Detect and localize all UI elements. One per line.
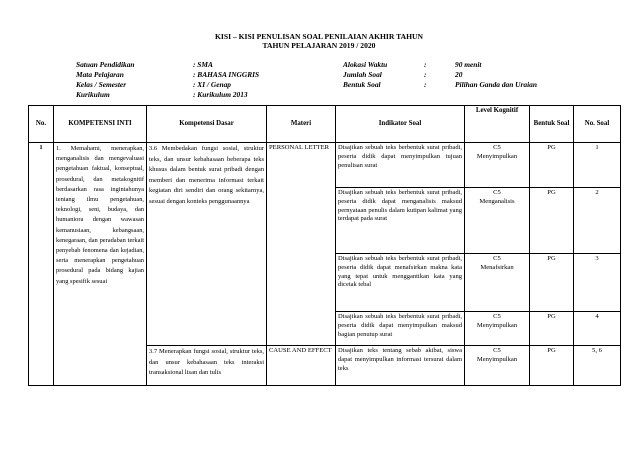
level-code: C5 [493,313,501,320]
col-header-level: Level Kognitif [465,106,530,143]
level-code: C5 [493,255,501,262]
bentuk-cell: PG [530,346,574,386]
indikator-cell: Disajikan teks tentang sebab akibat, siswa dapat menyimpulkan informasi tersurat dalam teks [336,346,465,386]
nomor-cell: 3 [574,254,621,312]
nomor-cell: 5, 6 [574,346,621,386]
col-header-bentuk: Bentuk Soal [530,106,574,143]
indikator-cell: Disajikan sebuah teks berbentuk surat pribadi, peserta didik dapat menganalisis maksud pernyataan penulis dalam kutipan kalimat yang terdapat pada surat [336,188,465,254]
indikator-cell: Disajikan sebuah teks berbentuk surat pribadi, peserta didik dapat menafsirkan makna kata yang tepat untuk menggantikan kata yang dicetak tebal [336,254,465,312]
materi-cell: PERSONAL LETTER [267,143,336,346]
meta-value: : SMA [193,60,213,69]
row-number: 1 [29,143,54,386]
level-desc: Menyimpulkan [476,152,518,160]
level-cell [465,312,530,346]
meta-colon: : [424,80,427,89]
level-code: C5 [493,347,501,354]
kompetensi-inti-cell: 1. Memahami, menerapkan, menganalisis dan mengevaluasi pengetahuan faktual, konseptual, prosedural, dan metakognitif berdasarkan rasa ingintahunya tentang ilmu pengetahuan, teknologi, seni, budaya, dan humaniora dengan wawasan kemanusiaan, kebangsaan, kenegaraan, dan peradaban terkait penyebab fenomena dan kejadian, serta menerapkan pengetahuan prosedural pada bidang kajian yang spesifik sesuai [54,143,147,386]
indikator-cell: Disajikan sebuah teks berbentuk surat pribadi, peserta didik dapat menyimpulkan maksud bagian penutup surat [336,312,465,346]
meta-value: : BAHASA INGGRIS [193,70,260,79]
meta-value: 20 [455,70,463,79]
meta-value: : Kurikulum 2013 [193,90,248,99]
meta-left-labels [76,60,135,100]
level-desc: Menganalisis [479,197,515,205]
meta-left-values [193,60,259,100]
col-header-kd: Kompetensi Dasar [147,106,267,143]
meta-value: : XI / Genap [193,80,231,89]
kisi-table [28,105,621,386]
bentuk-cell: PG [530,254,574,312]
meta-colon: : [424,60,427,69]
meta-label: Bentuk Soal [343,80,381,89]
document-title: KISI – KISI PENULISAN SOAL PENILAIAN AKHIR TAHUN [215,32,423,41]
meta-right-colons [424,60,426,90]
nomor-cell: 4 [574,312,621,346]
materi-cell: CAUSE AND EFFECT [267,346,336,386]
level-code: C5 [493,189,501,196]
level-cell [465,346,530,386]
table-header-row [29,106,621,143]
col-header-materi: Materi [267,106,336,143]
meta-label: Kurikulum [76,90,110,99]
meta-label: Alokasi Waktu [343,60,388,69]
meta-label: Satuan Pendidikan [76,60,135,69]
col-header-indikator: Indikator Soal [336,106,465,143]
meta-value: Pilihan Ganda dan Uraian [455,80,537,89]
meta-value: 90 menit [455,60,482,69]
meta-label: Mata Pelajaran [76,70,124,79]
indikator-cell: Disajikan sebuah teks berbentuk surat pribadi, peserta didik dapat menyimpulkan tujuan penulisan surat [336,143,465,188]
level-cell [465,143,530,188]
kompetensi-dasar-cell: 3.7 Menerapkan fungsi sosial, struktur teks, dan unsur kebahasaan teks interaksi transaksional lisan dan tulis [147,346,267,386]
level-desc: Menafsirkan [480,263,514,271]
meta-colon: : [424,70,427,79]
level-cell [465,188,530,254]
table-row [29,143,621,188]
kompetensi-dasar-cell: 3.6 Membedakan fungsi sosial, struktur teks, dan unsur kebahasaan beberapa teks khusus dalam bentuk surat pribadi dengan memberi dan menerima informasi terkait kegiatan diri sendiri dan orang sekitarnya, sesuai dengan konteks penggunaannya [147,143,267,346]
level-desc: Menyimpulkan [476,355,518,363]
level-code: C5 [493,144,501,151]
meta-label: Kelas / Semester [76,80,127,89]
level-desc: Menyimpulkan [476,321,518,329]
level-cell [465,254,530,312]
nomor-cell: 1 [574,143,621,188]
document-subtitle: TAHUN PELAJARAN 2019 / 2020 [262,41,376,50]
meta-right-values [455,60,537,90]
bentuk-cell: PG [530,143,574,188]
meta-right-labels [343,60,387,90]
col-header-ki: KOMPETENSI INTI [54,106,147,143]
meta-label: Jumlah Soal [343,70,382,79]
nomor-cell: 2 [574,188,621,254]
bentuk-cell: PG [530,188,574,254]
bentuk-cell: PG [530,312,574,346]
col-header-no: No. [29,106,54,143]
col-header-nosoal: No. Soal [574,106,621,143]
